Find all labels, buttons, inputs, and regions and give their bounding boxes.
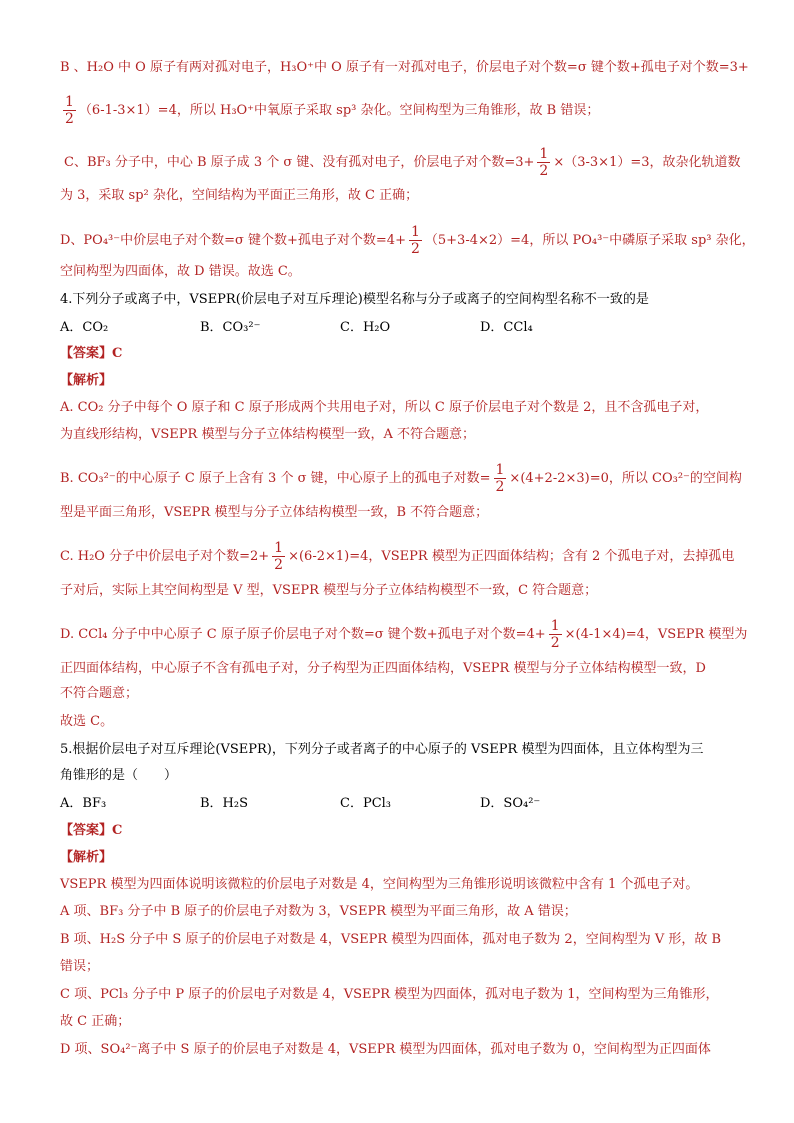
text-line: C、BF₃ 分子中，中心 B 原子成 3 个 σ 键、没有孤对电子，价层电子对个数=3+ $\frac{1}{2}$ ×（3-3×1）=3，故杂化轨道数 bbox=[64, 146, 741, 179]
text-line: A 项、BF₃ 分子中 B 原子的价层电子对数为 3，VSEPR 模型为平面三角形，故 A 错误； bbox=[60, 904, 577, 919]
text-line: $\frac{1}{2}$ （6-1-3×1）=4，所以 H₃O⁺中氧原子采取 sp³ 杂化。空间构型为三角锥形，故 B 错误； bbox=[65, 94, 600, 127]
option-a: A．BF₃ bbox=[60, 796, 107, 811]
text-line: 正四面体结构，中心原子不含有孤电子对，分子构型为正四面体结构，VSEPR 模型与分子立体结构模型一致，D bbox=[60, 661, 706, 676]
analysis-label: 【解析】 bbox=[60, 373, 113, 388]
text-line: 不符合题意； bbox=[60, 686, 139, 701]
text-line: C 项、PCl₃ 分子中 P 原子的价层电子对数是 4，VSEPR 模型为四面体，孤对电子数为 1，空间构型为三角锥形， bbox=[60, 987, 719, 1002]
text-line: C. H₂O 分子中价层电子对个数=2+ $\frac{1}{2}$ ×(6-2×1)=4，VSEPR 模型为正四面体结构；含有 2 个孤电子对，去掉孤电 bbox=[60, 540, 735, 573]
text-line: B 、H₂O 中 O 原子有两对孤对电子，H₃O⁺中 O 原子有一对孤对电子，价层电子对个数=σ 键个数+孤电子对个数=3+ bbox=[60, 60, 749, 75]
option-c: C．PCl₃ bbox=[340, 796, 392, 811]
text-line: 子对后，实际上其空间构型是 V 型，VSEPR 模型与分子立体结构模型不一致，C 符合题意； bbox=[60, 583, 598, 598]
question-5: 角锥形的是（ ） bbox=[60, 768, 178, 783]
answer-label: 【答案】C bbox=[60, 346, 123, 361]
text-line: B 项、H₂S 分子中 S 原子的价层电子对数是 4，VSEPR 模型为四面体，孤对电子数为 2，空间构型为 V 形，故 B bbox=[60, 932, 722, 947]
fraction: $\frac{1}{2}$ bbox=[274, 540, 284, 573]
answer-label: 【答案】C bbox=[60, 823, 123, 838]
text-line: 空间构型为四面体，故 D 错误。故选 C。 bbox=[60, 264, 301, 279]
option-b: B．H₂S bbox=[200, 796, 249, 811]
text-line: 型是平面三角形，VSEPR 模型与分子立体结构模型一致，B 不符合题意； bbox=[60, 505, 489, 520]
text-line: B. CO₃²⁻的中心原子 C 原子上含有 3 个 σ 键，中心原子上的孤电子对数= $\frac{1}{2}$ ×(4+2-2×3)=0，所以 CO₃²⁻的空间构 bbox=[60, 462, 742, 495]
text-line: 故选 C。 bbox=[60, 714, 114, 729]
option-b: B．CO₃²⁻ bbox=[200, 320, 261, 335]
text-line: 故 C 正确； bbox=[60, 1014, 131, 1029]
question-5: 5.根据价层电子对互斥理论(VSEPR)，下列分子或者离子的中心原子的 VSEPR 模型为四面体，且立体构型为三 bbox=[60, 742, 704, 757]
question-5-options bbox=[60, 794, 620, 814]
fraction: $\frac{1}{2}$ bbox=[539, 146, 549, 179]
question-4-options bbox=[60, 318, 620, 338]
text-line: D 项、SO₄²⁻离子中 S 原子的价层电子对数是 4，VSEPR 模型为四面体，孤对电子数为 0，空间构型为正四面体 bbox=[60, 1042, 711, 1057]
option-c: C．H₂O bbox=[340, 320, 391, 335]
option-d: D．SO₄²⁻ bbox=[480, 796, 541, 811]
text-line: D. CCl₄ 分子中中心原子 C 原子原子价层电子对个数=σ 键个数+孤电子对个数=4+ $\frac{1}{2}$ ×(4-1×4)=4，VSEPR 模型为 bbox=[60, 618, 748, 651]
text-line: VSEPR 模型为四面体说明该微粒的价层电子对数是 4，空间构型为三角锥形说明该微粒中含有 1 个孤电子对。 bbox=[60, 877, 699, 892]
fraction: $\frac{1}{2}$ bbox=[65, 94, 74, 127]
fraction: $\frac{1}{2}$ bbox=[495, 462, 505, 495]
option-a: A．CO₂ bbox=[60, 320, 109, 335]
text-line: 为直线形结构，VSEPR 模型与分子立体结构模型一致，A 不符合题意； bbox=[60, 427, 475, 442]
text-line: 错误； bbox=[60, 959, 100, 974]
text-line: 为 3，采取 sp² 杂化，空间结构为平面正三角形，故 C 正确； bbox=[60, 188, 419, 203]
text-line: D、PO₄³⁻中价层电子对个数=σ 键个数+孤电子对个数=4+ $\frac{1}{2}$ （5+3-4×2）=4，所以 PO₄³⁻中磷原子采取 sp³ 杂化， bbox=[60, 224, 755, 257]
question-4: 4.下列分子或离子中，VSEPR(价层电子对互斥理论)模型名称与分子或离子的空间构型名称不一致的是 bbox=[60, 292, 649, 307]
fraction: $\frac{1}{2}$ bbox=[410, 224, 420, 257]
fraction: $\frac{1}{2}$ bbox=[550, 618, 560, 651]
analysis-label: 【解析】 bbox=[60, 850, 113, 865]
option-d: D．CCl₄ bbox=[480, 320, 533, 335]
text-line: A. CO₂ 分子中每个 O 原子和 C 原子形成两个共用电子对，所以 C 原子价层电子对个数是 2，且不含孤电子对， bbox=[60, 400, 709, 415]
